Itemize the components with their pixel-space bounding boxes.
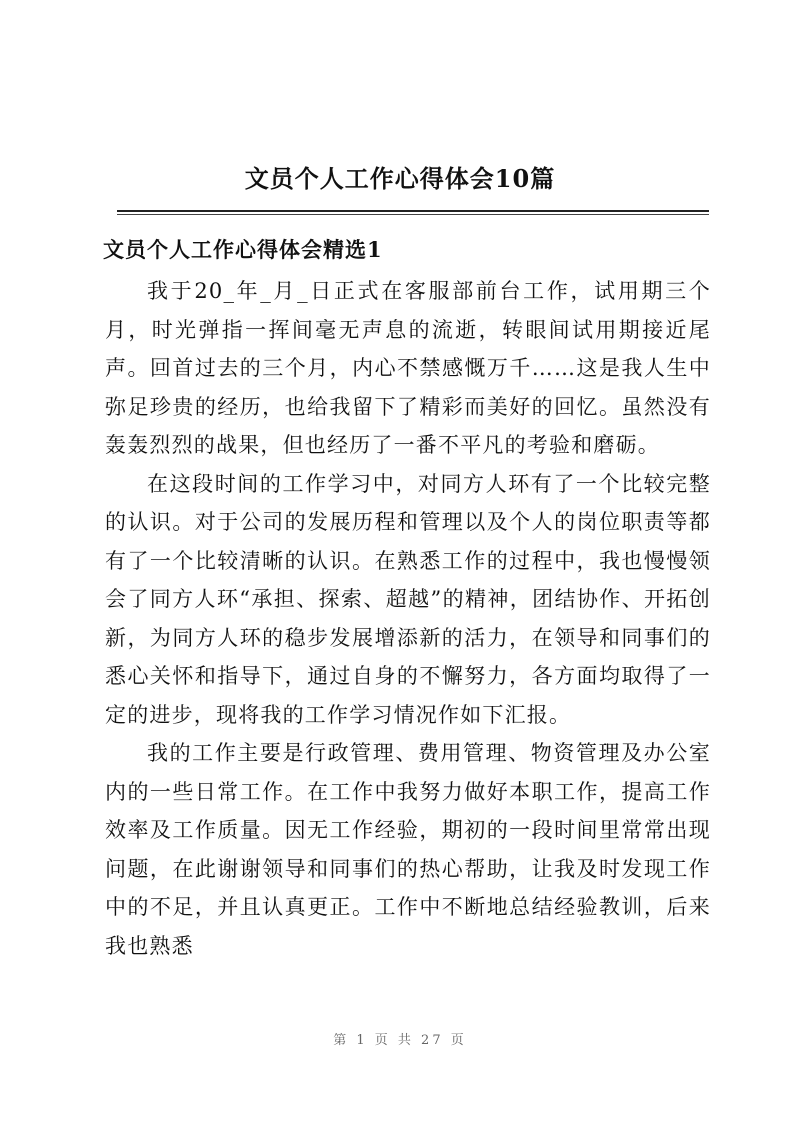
paragraph-1: 我于20_年_月_日正式在客服部前台工作，试用期三个月，时光弹指一挥间毫无声息的流逝，转眼间试用期接近尾声。回首过去的三个月，内心不禁感慨万千……这是我人生中弥足珍贵的经历，也给我留下了精彩而美好的回忆。虽然没有轰轰烈烈的战果，但也经历了一番不平凡的考验和磨砺。: [105, 279, 711, 457]
title-divider-thin: [117, 214, 709, 215]
page-number-footer: 第 1 页 共 27 页: [333, 1033, 467, 1048]
paragraph-3: 我的工作主要是行政管理、费用管理、物资管理及办公室内的一些日常工作。在工作中我努力做好本职工作，提高工作效率及工作质量。因无工作经验，期初的一段时间里常常出现问题，在此谢谢领导和同事们的热心帮助，让我及时发现工作中的不足，并且认真更正。工作中不断地总结经验教训，后来我也熟悉: [105, 741, 711, 958]
paragraph-2: 在这段时间的工作学习中，对同方人环有了一个比较完整的认识。对于公司的发展历程和管理以及个人的岗位职责等都有了一个比较清晰的认识。在熟悉工作的过程中，我也慢慢领会了同方人环“承担、探索、超越”的精神，团结协作、开拓创新，为同方人环的稳步发展增添新的活力，在领导和同事们的悉心关怀和指导下，通过自身的不懈努力，各方面均取得了一定的进步，现将我的工作学习情况作如下汇报。: [105, 471, 711, 727]
title-divider: [117, 210, 709, 212]
section-heading: 文员个人工作心得体会精选1: [103, 237, 383, 262]
document-title: 文员个人工作心得体会10篇: [244, 164, 556, 193]
document-body: [105, 272, 711, 965]
